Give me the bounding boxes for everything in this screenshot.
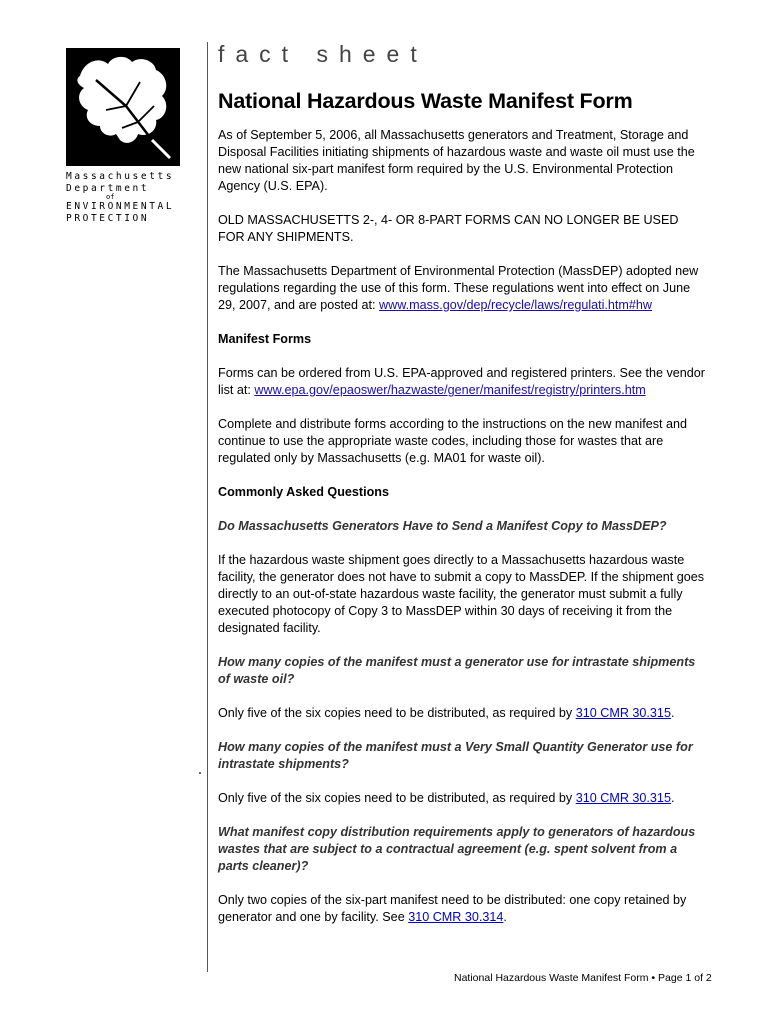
agency-line-3: of xyxy=(106,193,115,201)
regulations-link[interactable]: www.mass.gov/dep/recycle/laws/regulati.htm#hw xyxy=(379,298,653,312)
main-content xyxy=(218,40,708,926)
cmr-30-315-link-2[interactable]: 310 CMR 30.315 xyxy=(575,791,671,805)
question-3: How many copies of the manifest must a Very Small Quantity Generator use for intrastate shipments? xyxy=(218,740,693,771)
agency-name xyxy=(66,171,184,224)
fact-sheet-label: fact sheet xyxy=(218,41,428,67)
answer-4: Only two copies of the six-part manifest need to be distributed: one copy retained by generator and one by facility. See 310 CMR 30.314. xyxy=(218,893,687,924)
regulations-text: The Massachusetts Department of Environmental Protection (MassDEP) adopted new regulations regarding the use of this form. These regulations went into effect on June 29, 2007, and are posted at: xyxy=(218,264,699,312)
cmr-30-314-link[interactable]: 310 CMR 30.314 xyxy=(408,910,504,924)
cmr-30-315-link[interactable]: 310 CMR 30.315 xyxy=(575,706,671,720)
question-4: What manifest copy distribution requirements apply to generators of hazardous wastes that are subject to a contractual agreement (e.g. spent solvent from a parts cleaner)? xyxy=(218,825,696,873)
instructions-paragraph: Complete and distribute forms according to the instructions on the new manifest and continue to use the appropriate waste codes, including those for wastes that are regulated only by Massachusetts (e.g. MA01 for waste oil). xyxy=(218,417,688,465)
vendor-list-link[interactable]: www.epa.gov/epaoswer/hazwaste/gener/manifest/registry/printers.htm xyxy=(254,383,646,397)
manifest-forms-heading: Manifest Forms xyxy=(218,332,312,346)
answer-1: If the hazardous waste shipment goes directly to a Massachusetts hazardous waste facility, the generator does not have to submit a copy to MassDEP. If the shipment goes directly to an out-of-state hazardous waste facility, the generator must submit a fully executed photocopy of Copy 3 to MassDEP within 30 days of receiving it from the designated facility. xyxy=(218,553,705,635)
question-1: Do Massachusetts Generators Have to Send a Manifest Copy to MassDEP? xyxy=(218,519,667,533)
old-forms-paragraph: OLD MASSACHUSETTS 2-, 4- OR 8-PART FORMS CAN NO LONGER BE USED FOR ANY SHIPMENTS. xyxy=(218,213,679,244)
answer-2-text: Only five of the six copies need to be distributed, as required by xyxy=(218,706,576,720)
vertical-divider xyxy=(207,42,208,972)
massdep-logo xyxy=(66,48,180,166)
question-2: How many copies of the manifest must a generator use for intrastate shipments of waste oil? xyxy=(218,655,696,686)
answer-3-text: Only five of the six copies need to be distributed, as required by xyxy=(218,791,576,805)
agency-line-1: Massachusetts xyxy=(66,171,175,182)
answer-3: Only five of the six copies need to be distributed, as required by 310 CMR 30.315. xyxy=(218,791,675,805)
answer-2: Only five of the six copies need to be distributed, as required by 310 CMR 30.315. xyxy=(218,706,675,720)
agency-line-4: ENVIRONMENTAL xyxy=(66,201,175,212)
intro-paragraph: As of September 5, 2006, all Massachusetts generators and Treatment, Storage and Disposal Facilities initiating shipments of hazardous waste and waste oil must use the new national six-part manifest form required by the U.S. Environmental Protection Agency (U.S. EPA). xyxy=(218,128,695,193)
answer-4-text: Only two copies of the six-part manifest need to be distributed: one copy retained by generator and one by facility. See xyxy=(218,893,687,924)
agency-line-5: PROTECTION xyxy=(66,212,150,224)
questions-heading: Commonly Asked Questions xyxy=(218,485,389,499)
stray-mark xyxy=(199,772,201,774)
page-footer: National Hazardous Waste Manifest Form • Page 1 of 2 xyxy=(454,972,712,984)
agency-line-2: Department xyxy=(66,182,150,194)
oak-leaf-icon xyxy=(66,48,180,166)
page-title: National Hazardous Waste Manifest Form xyxy=(218,89,633,113)
regulations-paragraph xyxy=(218,263,708,314)
ordering-paragraph xyxy=(218,365,708,399)
ordering-text: Forms can be ordered from U.S. EPA-approved and registered printers. See the vendor list at: xyxy=(218,366,705,397)
